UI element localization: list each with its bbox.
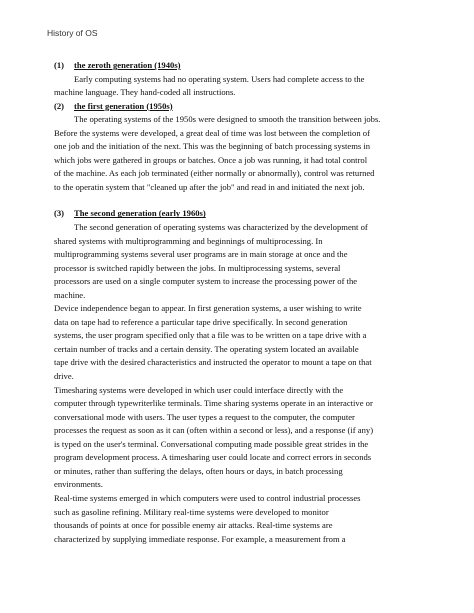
text-line: shared systems with multiprogramming and beginnings of multiprocessing. In: [54, 235, 323, 246]
section-number: (2): [54, 100, 65, 111]
text-line: multiprogramming systems several user programs are in main storage at once and the: [54, 249, 348, 260]
text-line: or minutes, rather than suffering the delays, often hours or days, in batch processing: [54, 465, 343, 476]
text-line: Device independence began to appear. In first generation systems, a user wishing to write: [54, 303, 362, 314]
section-number: (3): [54, 208, 65, 219]
section-heading: [54, 100, 432, 114]
text-line: certain number of tracks and a certain density. The operating system located an available: [54, 343, 359, 354]
text-line: processor is switched rapidly between the jobs. In multiprocessing systems, several: [54, 262, 341, 273]
text-line: which jobs were gathered in groups or batches. Once a job was running, it had total control: [54, 154, 368, 165]
section-heading: [54, 59, 432, 73]
text-line: tape drive with the desired characteristics and instructed the operator to mount a tape on that: [54, 357, 372, 368]
text-line: Early computing systems had no operating system. Users had complete access to the: [74, 73, 365, 84]
text-line: environments.: [54, 479, 103, 490]
page-header: History of OS: [47, 28, 98, 38]
text-line: machine.: [54, 289, 86, 300]
text-line: program development process. A timesharing user could locate and correct errors in seconds: [54, 452, 372, 463]
text-line: characterized by supplying immediate response. For example, a measurement from a: [54, 533, 346, 544]
text-line: Timesharing systems were developed in which user could interface directly with the: [54, 384, 344, 395]
text-line: computer through typewriterlike terminals. Time sharing systems operate in an interactive or: [54, 398, 373, 409]
text-line: data on tape had to reference a particular tape drive specifically. In second generation: [54, 316, 348, 327]
text-line: processors are used on a single computer system to increase the processing power of the: [54, 276, 358, 287]
text-line: Real-time systems emerged in which computers were used to control industrial processes: [54, 492, 361, 503]
text-line: conversational mode with users. The user types a request to the computer, the computer: [54, 411, 355, 422]
text-line: to the operatin system that "cleaned up after the job" and read in and initiated the next job.: [54, 181, 365, 192]
section-heading: [54, 207, 432, 221]
text-line: such as gasoline refining. Military real-time systems were developed to monitor: [54, 506, 329, 517]
text-line: of the machine. As each job terminated (either normally or abnormally), control was returned: [54, 168, 375, 179]
section-title: the zeroth generation (1940s): [74, 60, 181, 70]
document-body: [54, 59, 432, 546]
text-line: one job and the initiation of the next. This was the beginning of batch processing systems in: [54, 141, 371, 152]
text-line: machine language. They hand-coded all instructions.: [54, 87, 236, 98]
text-line: thousands of points at once for possible enemy air attacks. Real-time systems are: [54, 520, 333, 531]
text-line: The second generation of operating systems was characterized by the development of: [74, 222, 368, 233]
text-line: systems, the user program specified only that a file was to be written on a tape drive with a: [54, 330, 367, 341]
text-line: is typed on the user's terminal. Conversational computing made possible great strides in the: [54, 438, 369, 449]
section-title: The second generation (early 1960s): [74, 208, 206, 219]
text-line: Before the systems were developed, a great deal of time was lost between the completion of: [54, 127, 370, 138]
paragraph-gap: [54, 194, 432, 207]
section-title: the first generation (1950s): [74, 100, 173, 111]
text-line: drive.: [54, 371, 74, 382]
text-line: processes the request as soon as it can (often within a second or less), and a response (if any): [54, 425, 374, 436]
text-line: The operating systems of the 1950s were designed to smooth the transition between jobs.: [74, 114, 381, 125]
section-number: (1): [54, 60, 65, 70]
